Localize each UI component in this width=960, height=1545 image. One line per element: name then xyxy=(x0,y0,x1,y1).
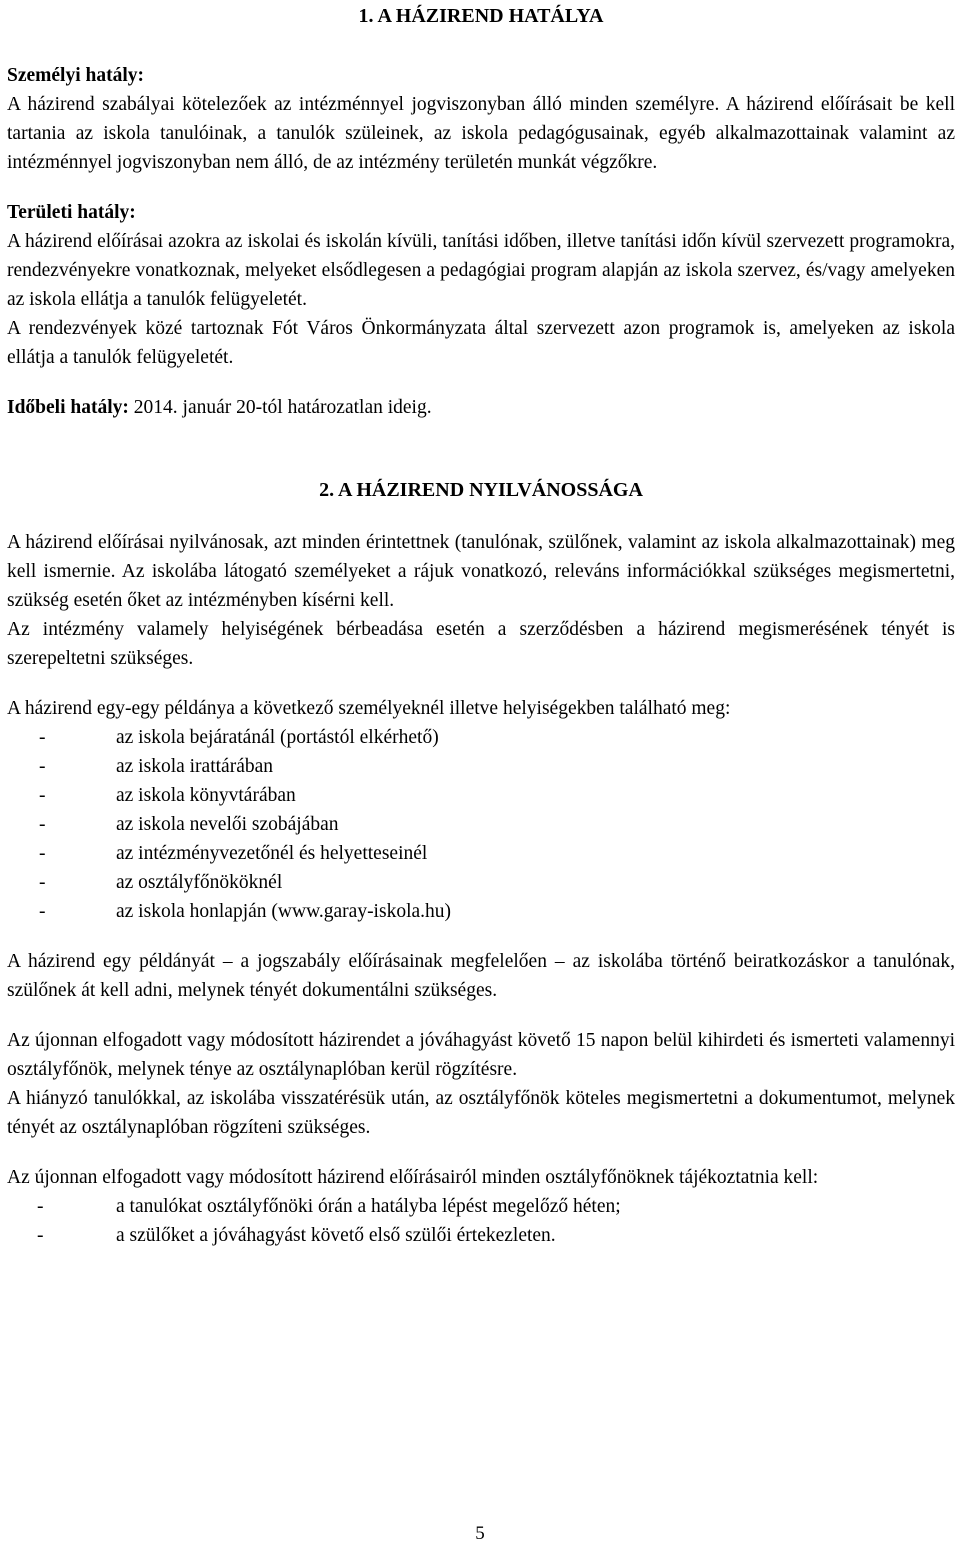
section-2-title: 2. A HÁZIREND NYILVÁNOSSÁGA xyxy=(319,479,643,501)
publicity-text-1: A házirend előírásai nyilvánosak, azt minden érintettnek (tanulónak, szülőnek, valamint az iskola alkalmazottainak) meg kell ismernie. Az iskolába látogató személyeket a rájuk vonatkozó, releváns információkkal szükséges megismertetni, szükség esetén őket az intézményben kísérni kell. xyxy=(7,532,955,611)
territorial-scope-text-1: A házirend előírásai azokra az iskolai és iskolán kívüli, tanítási időben, illetve tanítási időn kívül szervezett programokra, rendezvényekre vonatkoznak, melyeket elsődlegesen a pedagógiai program alapján az iskola szervez, és/vagy amelyeken az iskola ellátja a tanulók felügyeletét. xyxy=(7,231,955,310)
enrollment-copy-text: A házirend egy példányát – a jogszabály előírásainak megfelelően – az iskolába történő beiratkozáskor a tanulónak, szülőnek át kell adni, melynek tényét dokumentálni szükséges. xyxy=(7,951,955,1001)
list-item: - az iskola könyvtárában xyxy=(39,785,296,806)
list-item: - az iskola bejáratánál (portástól elkérhető) xyxy=(39,727,439,748)
notify-intro: Az újonnan elfogadott vagy módosított házirend előírásairól minden osztályfőnöknek tájékoztatnia kell: xyxy=(7,1167,819,1188)
notify-list xyxy=(7,1192,955,1250)
list-item: - a tanulókat osztályfőnöki órán a hatályba lépést megelőző héten; xyxy=(37,1196,621,1217)
list-item: - az iskola nevelői szobájában xyxy=(39,814,339,835)
copies-intro: A házirend egy-egy példánya a következő személyeknél illetve helyiségekben található meg: xyxy=(7,698,731,719)
territorial-scope-label: Területi hatály: xyxy=(7,202,136,223)
publicity-text-2: Az intézmény valamely helyiségének bérbeadása esetén a szerződésben a házirend megismerésének tényét is szerepeltetni szükséges. xyxy=(7,619,955,669)
list-item: - az iskola honlapján (www.garay-iskola.hu) xyxy=(39,901,452,922)
document-page xyxy=(7,0,955,1250)
temporal-scope-label: Időbeli hatály: xyxy=(7,397,129,418)
list-item: - az intézményvezetőnél és helyetteseinél xyxy=(39,843,428,864)
personal-scope-text: A házirend szabályai kötelezőek az intézménnyel jogviszonyban álló minden személyre. A házirend előírásait be kell tartania az iskola tanulóinak, a tanulók szüleinek, az iskola pedagógusainak, egyéb alkalmazottainak valamint az intézménnyel jogviszonyban nem álló, de az intézmény területén munkát végzőkre. xyxy=(7,94,955,173)
personal-scope-label: Személyi hatály: xyxy=(7,65,145,86)
announcement-text: Az újonnan elfogadott vagy módosított házirendet a jóváhagyást követő 15 napon belül kihirdeti és ismerteti valamennyi osztályfőnök, melynek ténye az osztálynaplóban kerül rögzítésre. xyxy=(7,1030,955,1080)
page-number: 5 xyxy=(475,1523,485,1544)
copies-location-list xyxy=(7,723,955,926)
list-item: - a szülőket a jóváhagyást követő első szülői értekezleten. xyxy=(37,1225,556,1246)
list-item: - az osztályfőnököknél xyxy=(39,872,283,893)
list-item: - az iskola irattárában xyxy=(39,756,273,777)
section-1-title: 1. A HÁZIREND HATÁLYA xyxy=(358,5,604,27)
absent-students-text: A hiányzó tanulókkal, az iskolába visszatérésük után, az osztályfőnök köteles megismertetni a dokumentumot, melynek tényét az osztálynaplóban rögzíteni szükséges. xyxy=(7,1088,955,1138)
territorial-scope-text-2: A rendezvények közé tartoznak Fót Város Önkormányzata által szervezett azon programok is, amelyeken az iskola ellátja a tanulók felügyeletét. xyxy=(7,318,955,368)
temporal-scope-text: 2014. január 20-tól határozatlan ideig. xyxy=(128,397,432,418)
personal-scope xyxy=(7,61,955,177)
temporal-scope xyxy=(7,393,955,422)
territorial-scope xyxy=(7,198,955,372)
